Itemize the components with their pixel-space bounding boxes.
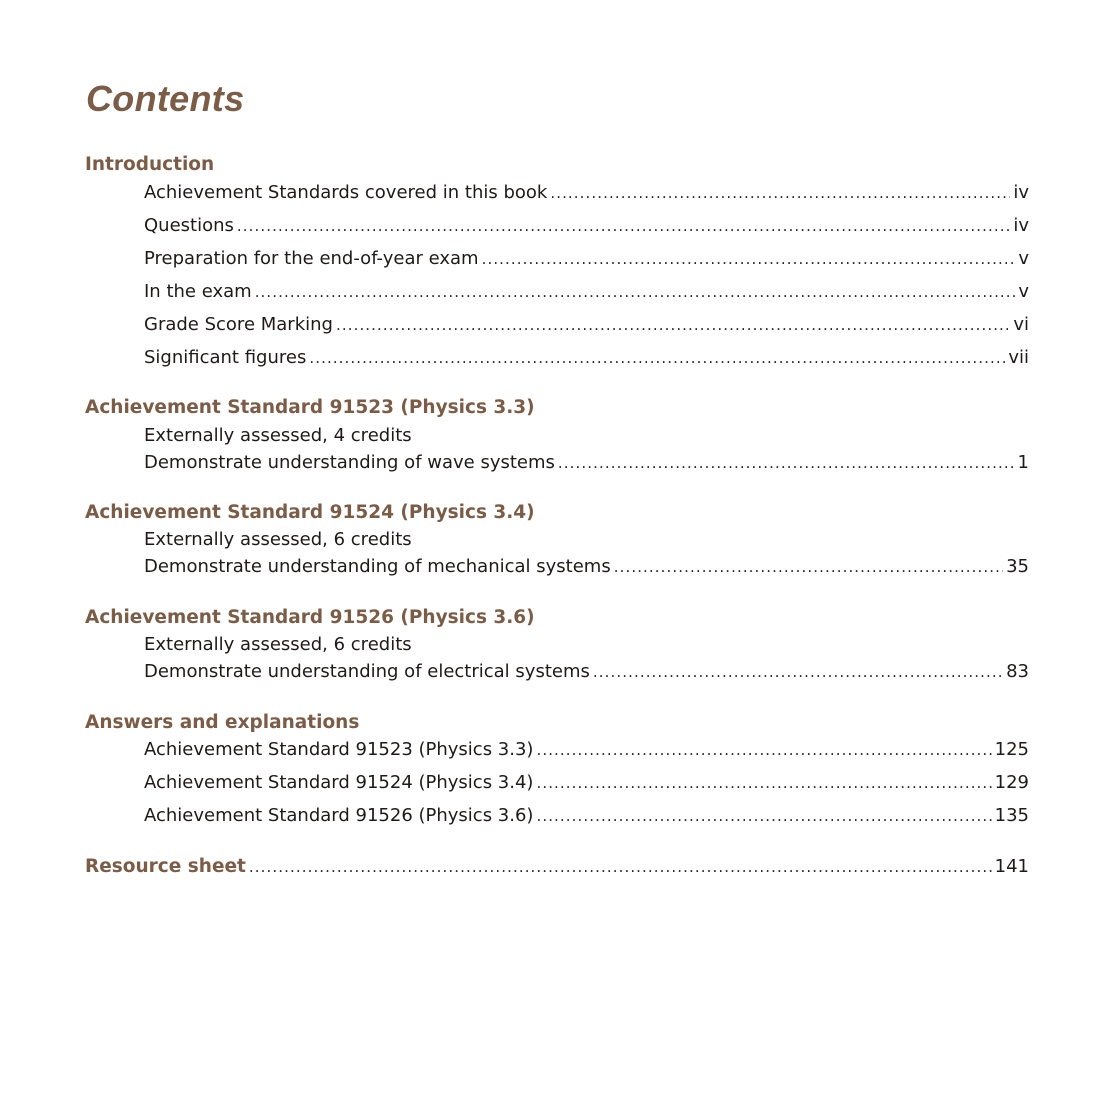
toc-entry-page: 135 <box>994 805 1029 826</box>
toc-entry-label: In the exam <box>144 281 252 302</box>
toc-entry[interactable] <box>144 452 1029 473</box>
toc-entry-page: v <box>1018 281 1029 302</box>
toc-entry-page: vii <box>1008 347 1029 368</box>
toc-entry[interactable] <box>144 314 1029 335</box>
section-heading-introduction: Introduction <box>85 154 215 175</box>
toc-entry-page: 35 <box>1006 556 1029 577</box>
credits-note: Externally assessed, 4 credits <box>144 425 412 446</box>
toc-entry-page: 141 <box>994 856 1029 877</box>
toc-entry[interactable] <box>144 347 1029 368</box>
toc-entry-label: Resource sheet <box>85 856 246 877</box>
dot-leader <box>550 184 1010 202</box>
dot-leader <box>614 558 1003 576</box>
toc-entry[interactable] <box>144 182 1029 203</box>
toc-entry-label: Demonstrate understanding of mechanical systems <box>144 556 611 577</box>
toc-entry-page: iv <box>1013 182 1029 203</box>
section-heading-standard-91524: Achievement Standard 91524 (Physics 3.4) <box>85 502 535 523</box>
dot-leader <box>536 807 991 825</box>
toc-entry[interactable] <box>144 739 1029 760</box>
toc-entry-label: Significant figures <box>144 347 307 368</box>
dot-leader <box>237 217 1010 235</box>
dot-leader <box>482 250 1016 268</box>
toc-entry-label: Demonstrate understanding of electrical systems <box>144 661 590 682</box>
page-title: Contents <box>86 78 245 119</box>
toc-entry[interactable] <box>144 661 1029 682</box>
section-heading-standard-91526: Achievement Standard 91526 (Physics 3.6) <box>85 607 535 628</box>
toc-entry[interactable] <box>144 281 1029 302</box>
toc-entry[interactable] <box>144 805 1029 826</box>
toc-entry-label: Preparation for the end-of-year exam <box>144 248 479 269</box>
toc-entry-page: v <box>1018 248 1029 269</box>
dot-leader <box>558 454 1015 472</box>
section-heading-standard-91523: Achievement Standard 91523 (Physics 3.3) <box>85 397 535 418</box>
toc-entry-page: 129 <box>994 772 1029 793</box>
toc-entry-label: Achievement Standard 91523 (Physics 3.3) <box>144 739 534 760</box>
dot-leader <box>255 283 1016 301</box>
toc-entry[interactable] <box>144 248 1029 269</box>
toc-entry-label: Achievement Standard 91524 (Physics 3.4) <box>144 772 534 793</box>
toc-entry-resource-sheet[interactable] <box>85 856 1029 877</box>
dot-leader <box>336 316 1010 334</box>
toc-entry[interactable] <box>144 772 1029 793</box>
toc-entry-page: iv <box>1013 215 1029 236</box>
toc-entry[interactable] <box>144 556 1029 577</box>
dot-leader <box>309 349 1005 367</box>
dot-leader <box>593 663 1003 681</box>
toc-entry-page: 83 <box>1006 661 1029 682</box>
toc-entry-page: 125 <box>994 739 1029 760</box>
dot-leader <box>536 774 991 792</box>
toc-entry-page: vi <box>1013 314 1029 335</box>
dot-leader <box>536 741 991 759</box>
toc-entry-label: Grade Score Marking <box>144 314 333 335</box>
toc-entry-page: 1 <box>1017 452 1029 473</box>
section-heading-answers: Answers and explanations <box>85 712 360 733</box>
dot-leader <box>249 858 992 876</box>
toc-entry-label: Achievement Standards covered in this book <box>144 182 548 203</box>
credits-note: Externally assessed, 6 credits <box>144 634 412 655</box>
credits-note: Externally assessed, 6 credits <box>144 529 412 550</box>
toc-entry-label: Demonstrate understanding of wave systems <box>144 452 555 473</box>
toc-entry[interactable] <box>144 215 1029 236</box>
toc-entry-label: Questions <box>144 215 234 236</box>
toc-entry-label: Achievement Standard 91526 (Physics 3.6) <box>144 805 534 826</box>
